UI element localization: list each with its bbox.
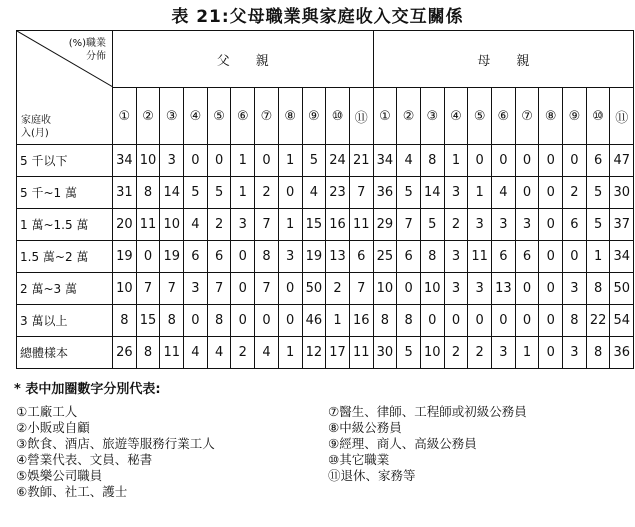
income-occupation-table bbox=[16, 30, 634, 369]
mother-value-cell: 30 bbox=[610, 177, 634, 209]
corner-top-line-2: 分佈 bbox=[86, 51, 106, 62]
mother-value-cell: 10 bbox=[420, 337, 444, 369]
mother-value-cell: 3 bbox=[444, 273, 468, 305]
legend-item: ⑤娛樂公司職員 bbox=[16, 468, 103, 483]
mother-value-cell: 1 bbox=[444, 145, 468, 177]
father-value-cell: 0 bbox=[255, 305, 279, 337]
father-value-cell: 7 bbox=[255, 209, 279, 241]
father-value-cell: 1 bbox=[278, 209, 302, 241]
mother-col-11: ⑪ bbox=[610, 88, 634, 145]
mother-value-cell: 0 bbox=[539, 177, 563, 209]
father-value-cell: 16 bbox=[326, 209, 350, 241]
father-value-cell: 7 bbox=[136, 273, 160, 305]
mother-value-cell: 0 bbox=[515, 145, 539, 177]
table-row bbox=[17, 241, 634, 273]
father-value-cell: 0 bbox=[231, 305, 255, 337]
mother-value-cell: 0 bbox=[539, 241, 563, 273]
table-row bbox=[17, 177, 634, 209]
father-value-cell: 7 bbox=[255, 273, 279, 305]
legend-item: ④營業代表、文員、秘書 bbox=[16, 452, 153, 467]
father-value-cell: 19 bbox=[160, 241, 184, 273]
mother-col-6: ⑥ bbox=[492, 88, 516, 145]
mother-col-5: ⑤ bbox=[468, 88, 492, 145]
father-value-cell: 6 bbox=[184, 241, 208, 273]
father-value-cell: 4 bbox=[207, 337, 231, 369]
father-value-cell: 11 bbox=[349, 337, 373, 369]
mother-value-cell: 34 bbox=[610, 241, 634, 273]
mother-col-9: ⑨ bbox=[563, 88, 587, 145]
legend-note: * 表中加圈數字分別代表: bbox=[14, 382, 161, 397]
father-col-7: ⑦ bbox=[255, 88, 279, 145]
mother-value-cell: 0 bbox=[468, 305, 492, 337]
father-value-cell: 0 bbox=[184, 305, 208, 337]
corner-cell bbox=[17, 31, 113, 145]
mother-value-cell: 11 bbox=[468, 241, 492, 273]
father-value-cell: 5 bbox=[302, 145, 326, 177]
mother-value-cell: 4 bbox=[397, 145, 421, 177]
mother-value-cell: 1 bbox=[515, 337, 539, 369]
father-value-cell: 11 bbox=[136, 209, 160, 241]
table-row bbox=[17, 273, 634, 305]
mother-value-cell: 6 bbox=[563, 209, 587, 241]
mother-value-cell: 3 bbox=[492, 337, 516, 369]
mother-value-cell: 4 bbox=[492, 177, 516, 209]
mother-value-cell: 3 bbox=[515, 209, 539, 241]
mother-value-cell: 1 bbox=[586, 241, 610, 273]
legend-item: ①工廠工人 bbox=[16, 404, 78, 419]
mother-value-cell: 3 bbox=[468, 273, 492, 305]
mother-value-cell: 6 bbox=[492, 241, 516, 273]
father-value-cell: 1 bbox=[231, 177, 255, 209]
father-value-cell: 1 bbox=[326, 305, 350, 337]
mother-value-cell: 3 bbox=[468, 209, 492, 241]
father-value-cell: 0 bbox=[278, 305, 302, 337]
mother-value-cell: 8 bbox=[586, 273, 610, 305]
father-value-cell: 7 bbox=[160, 273, 184, 305]
father-value-cell: 10 bbox=[113, 273, 137, 305]
father-col-9: ⑨ bbox=[302, 88, 326, 145]
mother-value-cell: 0 bbox=[539, 337, 563, 369]
father-value-cell: 12 bbox=[302, 337, 326, 369]
mother-value-cell: 1 bbox=[468, 177, 492, 209]
mother-value-cell: 0 bbox=[539, 273, 563, 305]
father-value-cell: 1 bbox=[278, 145, 302, 177]
table-row bbox=[17, 209, 634, 241]
mother-value-cell: 25 bbox=[373, 241, 397, 273]
mother-value-cell: 6 bbox=[515, 241, 539, 273]
mother-value-cell: 5 bbox=[420, 209, 444, 241]
mother-value-cell: 0 bbox=[539, 305, 563, 337]
father-value-cell: 0 bbox=[278, 177, 302, 209]
father-value-cell: 6 bbox=[207, 241, 231, 273]
father-col-4: ④ bbox=[184, 88, 208, 145]
legend-right bbox=[328, 404, 527, 484]
father-value-cell: 3 bbox=[184, 273, 208, 305]
father-value-cell: 19 bbox=[302, 241, 326, 273]
corner-bottom-line-1: 家庭收 bbox=[21, 115, 51, 126]
row-label: 5 千~1 萬 bbox=[17, 177, 113, 209]
corner-bottom-label bbox=[21, 114, 51, 140]
mother-value-cell: 3 bbox=[563, 337, 587, 369]
legend-item: ②小販或自顧 bbox=[16, 420, 90, 435]
mother-value-cell: 14 bbox=[420, 177, 444, 209]
mother-value-cell: 30 bbox=[373, 337, 397, 369]
mother-value-cell: 8 bbox=[420, 145, 444, 177]
father-col-8: ⑧ bbox=[278, 88, 302, 145]
mother-col-7: ⑦ bbox=[515, 88, 539, 145]
father-value-cell: 26 bbox=[113, 337, 137, 369]
father-col-3: ③ bbox=[160, 88, 184, 145]
mother-col-4: ④ bbox=[444, 88, 468, 145]
mother-value-cell: 50 bbox=[610, 273, 634, 305]
mother-value-cell: 10 bbox=[420, 273, 444, 305]
mother-col-2: ② bbox=[397, 88, 421, 145]
row-label: 1 萬~1.5 萬 bbox=[17, 209, 113, 241]
father-value-cell: 14 bbox=[160, 177, 184, 209]
mother-group-header: 母 親 bbox=[373, 31, 634, 88]
mother-value-cell: 2 bbox=[563, 177, 587, 209]
father-value-cell: 24 bbox=[326, 145, 350, 177]
table-row bbox=[17, 145, 634, 177]
father-value-cell: 46 bbox=[302, 305, 326, 337]
father-col-5: ⑤ bbox=[207, 88, 231, 145]
father-value-cell: 0 bbox=[278, 273, 302, 305]
father-value-cell: 2 bbox=[255, 177, 279, 209]
legend-item: ⑨經理、商人、高級公務員 bbox=[328, 436, 477, 451]
father-value-cell: 19 bbox=[113, 241, 137, 273]
row-label: 5 千以下 bbox=[17, 145, 113, 177]
father-value-cell: 6 bbox=[349, 241, 373, 273]
mother-value-cell: 10 bbox=[373, 273, 397, 305]
father-col-10: ⑩ bbox=[326, 88, 350, 145]
father-value-cell: 3 bbox=[160, 145, 184, 177]
father-value-cell: 5 bbox=[207, 177, 231, 209]
mother-value-cell: 0 bbox=[492, 305, 516, 337]
father-value-cell: 8 bbox=[255, 241, 279, 273]
legend-left bbox=[16, 404, 215, 500]
mother-value-cell: 3 bbox=[563, 273, 587, 305]
father-value-cell: 23 bbox=[326, 177, 350, 209]
mother-value-cell: 54 bbox=[610, 305, 634, 337]
mother-value-cell: 2 bbox=[444, 337, 468, 369]
mother-value-cell: 5 bbox=[397, 337, 421, 369]
mother-value-cell: 8 bbox=[373, 305, 397, 337]
father-value-cell: 1 bbox=[278, 337, 302, 369]
father-col-1: ① bbox=[113, 88, 137, 145]
row-label: 3 萬以上 bbox=[17, 305, 113, 337]
father-value-cell: 21 bbox=[349, 145, 373, 177]
father-value-cell: 4 bbox=[302, 177, 326, 209]
mother-value-cell: 0 bbox=[515, 177, 539, 209]
mother-value-cell: 6 bbox=[586, 145, 610, 177]
mother-col-10: ⑩ bbox=[586, 88, 610, 145]
father-value-cell: 0 bbox=[255, 145, 279, 177]
mother-value-cell: 3 bbox=[492, 209, 516, 241]
mother-value-cell: 0 bbox=[515, 273, 539, 305]
mother-value-cell: 2 bbox=[444, 209, 468, 241]
table-row bbox=[17, 305, 634, 337]
corner-top-label bbox=[69, 37, 106, 63]
father-value-cell: 3 bbox=[231, 209, 255, 241]
mother-value-cell: 0 bbox=[397, 273, 421, 305]
father-value-cell: 8 bbox=[136, 177, 160, 209]
table-row bbox=[17, 337, 634, 369]
group-header-row bbox=[17, 31, 634, 88]
mother-value-cell: 13 bbox=[492, 273, 516, 305]
mother-value-cell: 8 bbox=[397, 305, 421, 337]
father-col-11: ⑪ bbox=[349, 88, 373, 145]
father-col-2: ② bbox=[136, 88, 160, 145]
mother-value-cell: 0 bbox=[444, 305, 468, 337]
legend-item: ③飲食、酒店、旅遊等服務行業工人 bbox=[16, 436, 215, 451]
father-value-cell: 31 bbox=[113, 177, 137, 209]
father-value-cell: 4 bbox=[184, 209, 208, 241]
father-value-cell: 11 bbox=[349, 209, 373, 241]
mother-value-cell: 7 bbox=[397, 209, 421, 241]
father-value-cell: 16 bbox=[349, 305, 373, 337]
mother-value-cell: 0 bbox=[515, 305, 539, 337]
father-value-cell: 2 bbox=[326, 273, 350, 305]
father-value-cell: 8 bbox=[136, 337, 160, 369]
legend-item: ⑦醫生、律師、工程師或初級公務員 bbox=[328, 404, 527, 419]
mother-value-cell: 0 bbox=[539, 145, 563, 177]
father-value-cell: 10 bbox=[136, 145, 160, 177]
mother-value-cell: 3 bbox=[444, 241, 468, 273]
row-label: 總體樣本 bbox=[17, 337, 113, 369]
corner-bottom-line-2: 入(月) bbox=[21, 128, 49, 139]
corner-top-line-1: (%)職業 bbox=[68, 38, 106, 49]
father-value-cell: 0 bbox=[136, 241, 160, 273]
father-value-cell: 50 bbox=[302, 273, 326, 305]
mother-value-cell: 5 bbox=[586, 177, 610, 209]
father-col-6: ⑥ bbox=[231, 88, 255, 145]
mother-value-cell: 3 bbox=[444, 177, 468, 209]
mother-value-cell: 0 bbox=[420, 305, 444, 337]
mother-value-cell: 0 bbox=[492, 145, 516, 177]
mother-value-cell: 37 bbox=[610, 209, 634, 241]
mother-value-cell: 2 bbox=[468, 337, 492, 369]
mother-value-cell: 47 bbox=[610, 145, 634, 177]
mother-col-8: ⑧ bbox=[539, 88, 563, 145]
father-value-cell: 0 bbox=[231, 273, 255, 305]
mother-value-cell: 36 bbox=[610, 337, 634, 369]
mother-col-1: ① bbox=[373, 88, 397, 145]
mother-value-cell: 8 bbox=[586, 337, 610, 369]
father-value-cell: 8 bbox=[113, 305, 137, 337]
father-value-cell: 11 bbox=[160, 337, 184, 369]
father-value-cell: 4 bbox=[184, 337, 208, 369]
father-value-cell: 17 bbox=[326, 337, 350, 369]
father-value-cell: 0 bbox=[231, 241, 255, 273]
table-title: 表 21:父母職業與家庭收入交互關係 bbox=[171, 7, 464, 27]
mother-value-cell: 8 bbox=[420, 241, 444, 273]
legend-item: ⑪退休、家務等 bbox=[328, 468, 416, 483]
father-value-cell: 5 bbox=[184, 177, 208, 209]
father-value-cell: 7 bbox=[349, 273, 373, 305]
father-value-cell: 0 bbox=[184, 145, 208, 177]
father-value-cell: 2 bbox=[207, 209, 231, 241]
father-value-cell: 8 bbox=[160, 305, 184, 337]
mother-value-cell: 34 bbox=[373, 145, 397, 177]
mother-value-cell: 5 bbox=[397, 177, 421, 209]
mother-value-cell: 22 bbox=[586, 305, 610, 337]
mother-value-cell: 0 bbox=[563, 241, 587, 273]
legend-item: ⑩其它職業 bbox=[328, 452, 390, 467]
father-value-cell: 4 bbox=[255, 337, 279, 369]
father-value-cell: 13 bbox=[326, 241, 350, 273]
father-value-cell: 2 bbox=[231, 337, 255, 369]
father-value-cell: 20 bbox=[113, 209, 137, 241]
mother-value-cell: 29 bbox=[373, 209, 397, 241]
mother-value-cell: 5 bbox=[586, 209, 610, 241]
mother-col-3: ③ bbox=[420, 88, 444, 145]
row-label: 1.5 萬~2 萬 bbox=[17, 241, 113, 273]
father-value-cell: 7 bbox=[207, 273, 231, 305]
father-value-cell: 1 bbox=[231, 145, 255, 177]
father-value-cell: 15 bbox=[136, 305, 160, 337]
father-value-cell: 15 bbox=[302, 209, 326, 241]
father-group-header: 父 親 bbox=[113, 31, 374, 88]
legend-item: ⑧中級公務員 bbox=[328, 420, 402, 435]
legend-item: ⑥教師、社工、護士 bbox=[16, 484, 128, 499]
mother-value-cell: 36 bbox=[373, 177, 397, 209]
father-value-cell: 34 bbox=[113, 145, 137, 177]
father-value-cell: 3 bbox=[278, 241, 302, 273]
mother-value-cell: 0 bbox=[563, 145, 587, 177]
mother-value-cell: 6 bbox=[397, 241, 421, 273]
father-value-cell: 0 bbox=[207, 145, 231, 177]
row-label: 2 萬~3 萬 bbox=[17, 273, 113, 305]
father-value-cell: 7 bbox=[349, 177, 373, 209]
mother-value-cell: 0 bbox=[539, 209, 563, 241]
father-value-cell: 8 bbox=[207, 305, 231, 337]
father-value-cell: 10 bbox=[160, 209, 184, 241]
mother-value-cell: 8 bbox=[563, 305, 587, 337]
mother-value-cell: 0 bbox=[468, 145, 492, 177]
